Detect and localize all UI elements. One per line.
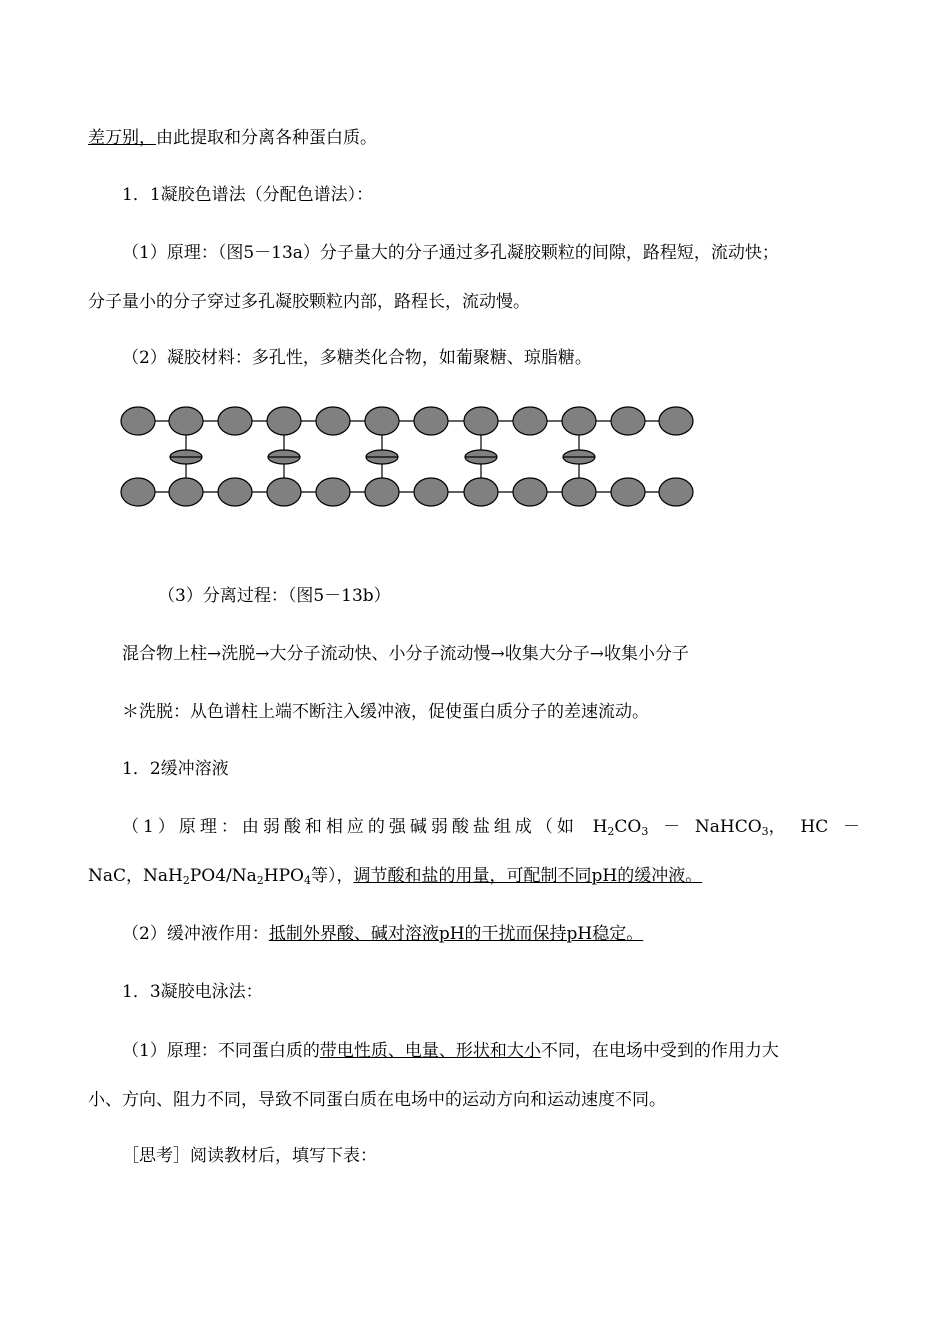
electrophoresis-line-1 (122, 1039, 779, 1063)
text: － (663, 817, 681, 837)
bead (611, 478, 645, 506)
bead (316, 478, 350, 506)
gel-bead-diagram (100, 395, 720, 535)
bead (562, 478, 596, 506)
elution-line: ＊洗脱：从色谱柱上端不断注入缓冲液，促使蛋白质分子的差速流动。 (122, 702, 649, 722)
flow-sequence-line: 混合物上柱→洗脱→大分子流动快、小分子流动慢→收集大分子→收集小分子 (122, 644, 689, 664)
bead (513, 407, 547, 435)
formula: HC (800, 817, 829, 837)
buffer-role-line (122, 922, 643, 946)
separation-process-line: （3）分离过程：（图5－13b） (158, 586, 391, 606)
bead (659, 407, 693, 435)
bead (611, 407, 645, 435)
section-heading-1-1: 1．1凝胶色谱法（分配色谱法）： (122, 185, 374, 205)
bead (121, 407, 155, 435)
bead (414, 407, 448, 435)
section-heading-1-2: 1．2缓冲溶液 (122, 759, 229, 779)
text: （1）原理：由弱酸和相应的强碱弱酸盐组成（如 (122, 817, 578, 837)
electrophoresis-line-2: 小、方向、阻力不同，导致不同蛋白质在电场中的运动方向和运动速度不同。 (88, 1090, 666, 1110)
bead (169, 407, 203, 435)
text: （1）原理：不同蛋白质的 (122, 1041, 320, 1061)
buffer-principle-line-2 (88, 864, 702, 888)
bead (218, 478, 252, 506)
formula: NaC，$NaH_2PO4/Na_2HPO_4$ (88, 866, 311, 887)
bead (169, 478, 203, 506)
principle-line-2: 分子量小的分子穿过多孔凝胶颗粒内部，路程长，流动慢。 (88, 292, 530, 312)
gel-material-line: （2）凝胶材料：多孔性，多糖类化合物，如葡聚糖、琼脂糖。 (122, 348, 592, 368)
bead (562, 407, 596, 435)
bead (267, 407, 301, 435)
formula: NaHCO$_3$， (694, 817, 786, 838)
bead (267, 478, 301, 506)
underlined-text: 带电性质、电量、形状和大小 (319, 1041, 541, 1061)
section-heading-1-3: 1．3凝胶电泳法： (122, 982, 263, 1002)
text: 等）， (311, 866, 354, 886)
bead (659, 478, 693, 506)
bead (218, 407, 252, 435)
text-line-1 (88, 126, 377, 150)
text: 由此提取和分离各种蛋白质。 (156, 128, 377, 148)
think-prompt-line: ［思考］阅读教材后，填写下表： (122, 1146, 377, 1166)
text: （2）缓冲液作用： (122, 924, 269, 944)
bead (464, 407, 498, 435)
bead (365, 478, 399, 506)
bead (316, 407, 350, 435)
principle-line-1: （1）原理：（图5－13a）分子量大的分子通过多孔凝胶颗粒的间隙，路程短，流动快； (122, 243, 779, 263)
text: 不同，在电场中受到的作用力大 (540, 1041, 779, 1061)
bead (365, 407, 399, 435)
text: － (842, 817, 860, 837)
bead (121, 478, 155, 506)
formula: $H_2CO_3$ (592, 817, 649, 838)
underlined-text: 差万别， (88, 128, 156, 148)
bead (414, 478, 448, 506)
buffer-principle-line-1 (122, 815, 860, 839)
bead (513, 478, 547, 506)
bead (464, 478, 498, 506)
underlined-text: 调节酸和盐的用量，可配制不同pH的缓冲液。 (353, 866, 703, 886)
underlined-text: 抵制外界酸、碱对溶液pH的干扰而保持pH稳定。 (268, 924, 644, 944)
